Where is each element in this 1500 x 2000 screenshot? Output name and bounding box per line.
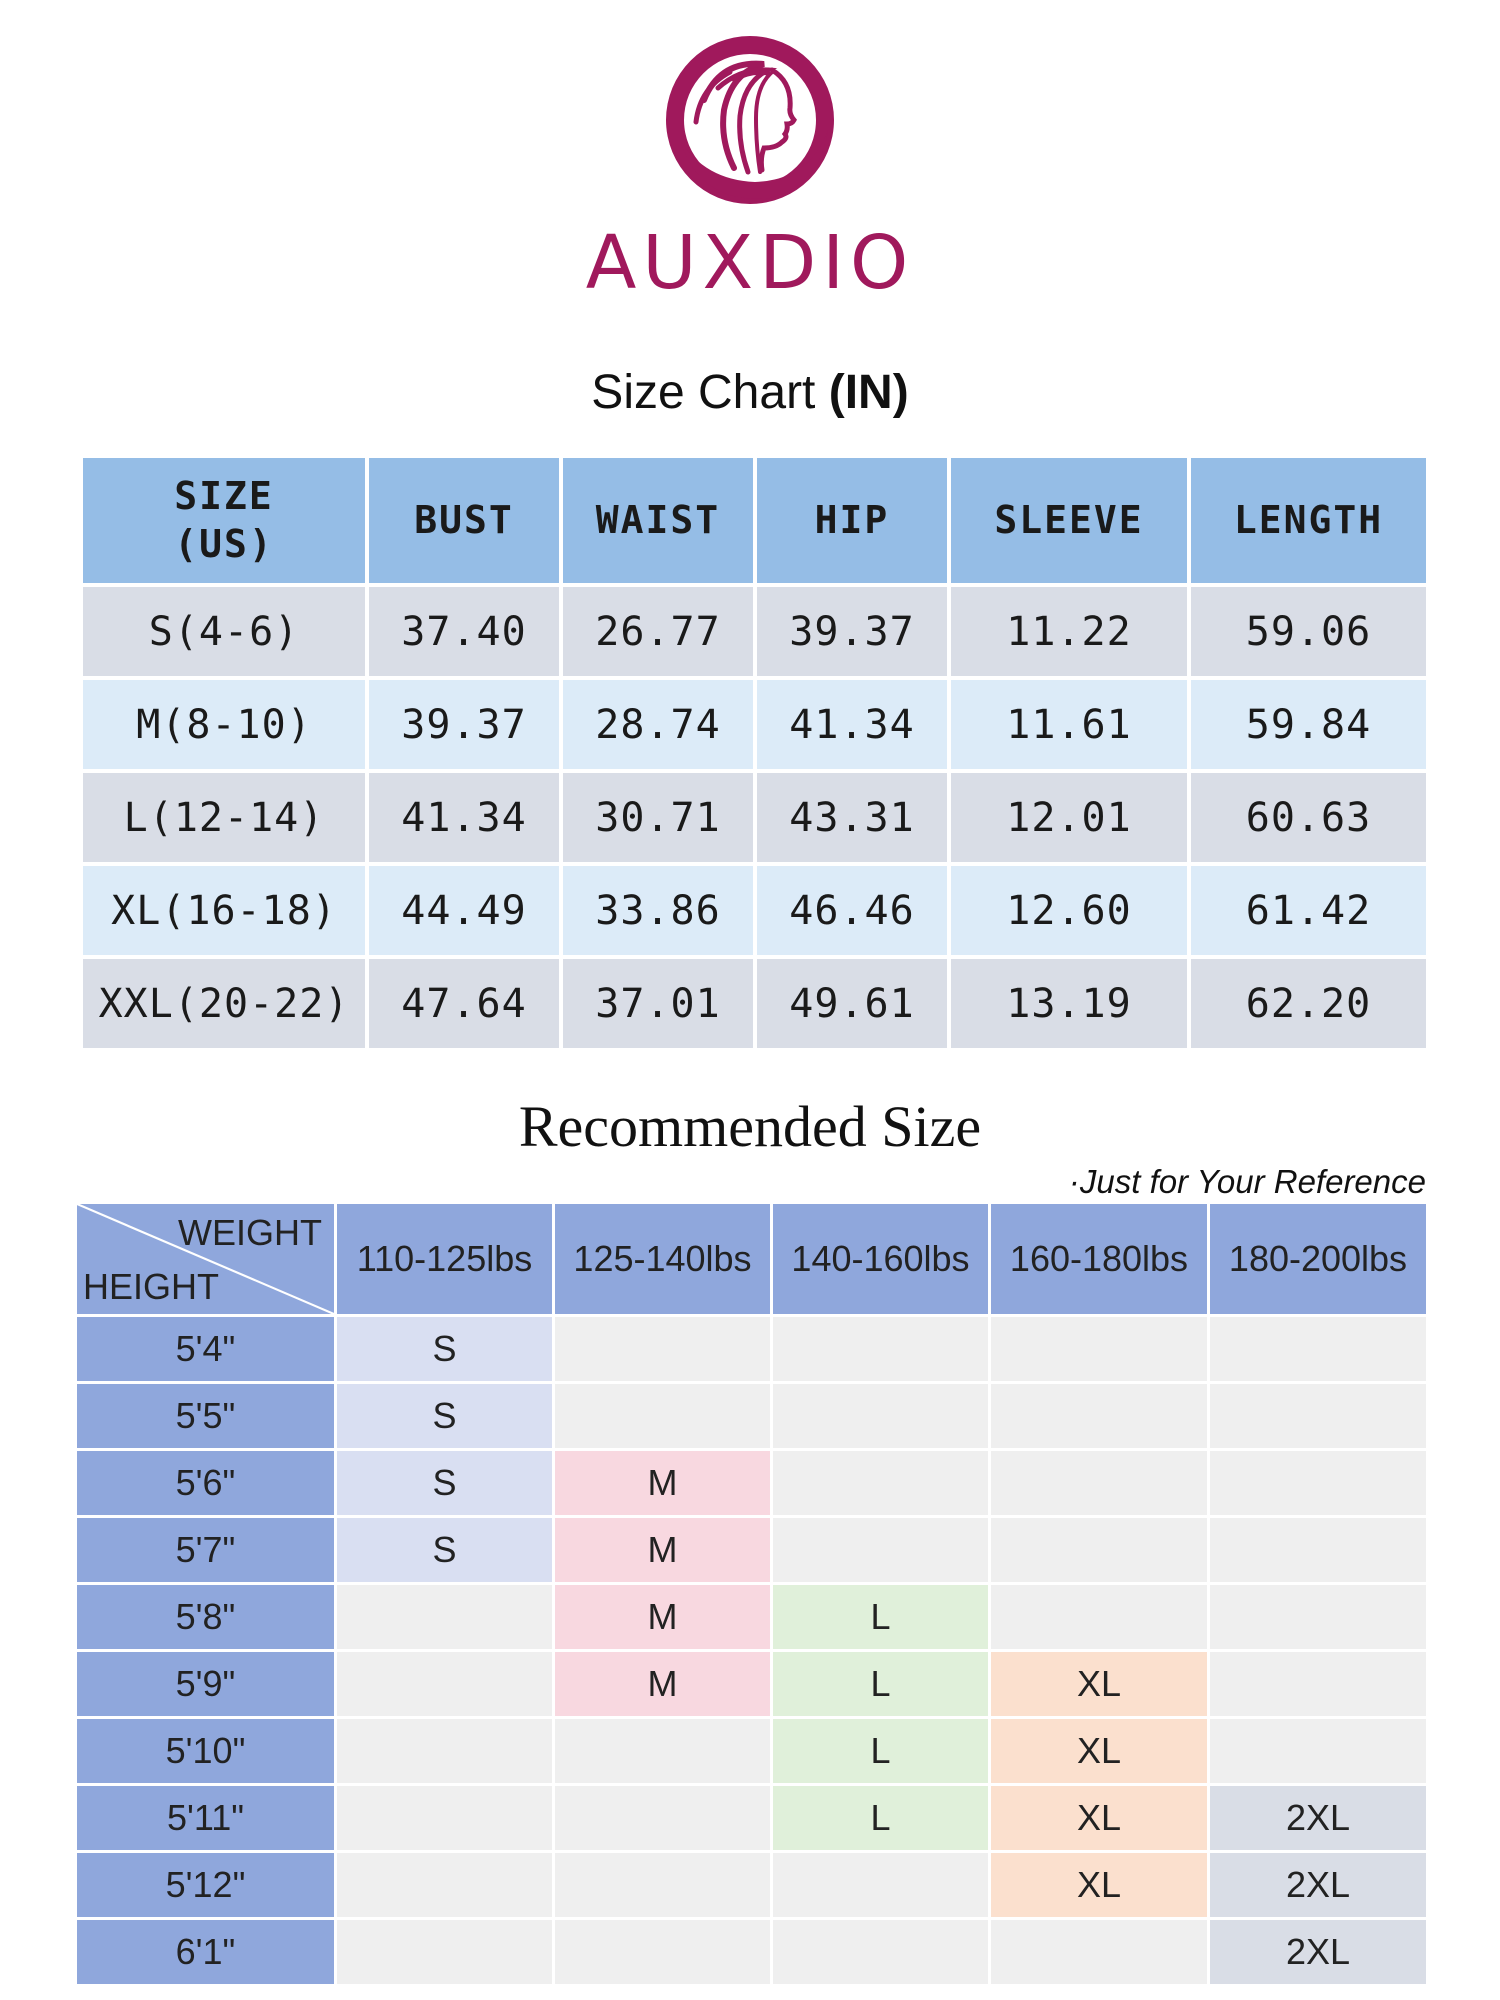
- header-size: [81, 456, 367, 585]
- size-cell: 2XL: [1209, 1919, 1428, 1986]
- table-row: [76, 1919, 1428, 1986]
- cell-length: 61.42: [1189, 864, 1428, 957]
- table-row: [81, 771, 1428, 864]
- table-row: [76, 1584, 1428, 1651]
- cell-length: 62.20: [1189, 957, 1428, 1050]
- size-cell: M: [554, 1584, 772, 1651]
- header-sleeve: SLEEVE: [949, 456, 1189, 585]
- header-bust: BUST: [367, 456, 561, 585]
- cell-size: L(12-14): [81, 771, 367, 864]
- size-cell: [990, 1517, 1209, 1584]
- cell-bust: 39.37: [367, 678, 561, 771]
- woman-profile-crescent-icon: [660, 30, 840, 210]
- size-cell: [554, 1718, 772, 1785]
- height-cell: 5'4": [76, 1316, 336, 1383]
- size-chart-unit: (IN): [828, 366, 909, 419]
- weight-header-row: [76, 1203, 1428, 1316]
- weight-header: 180-200lbs: [1209, 1203, 1428, 1316]
- size-cell: [1209, 1316, 1428, 1383]
- brand-header: [0, 30, 1500, 306]
- height-cell: 5'6": [76, 1450, 336, 1517]
- table-row: [81, 957, 1428, 1050]
- size-cell: M: [554, 1450, 772, 1517]
- height-cell: 5'8": [76, 1584, 336, 1651]
- cell-hip: 43.31: [755, 771, 949, 864]
- table-row: [76, 1316, 1428, 1383]
- size-cell: 2XL: [1209, 1852, 1428, 1919]
- height-cell: 6'1": [76, 1919, 336, 1986]
- cell-bust: 44.49: [367, 864, 561, 957]
- table-row: [76, 1450, 1428, 1517]
- cell-hip: 39.37: [755, 585, 949, 678]
- cell-sleeve: 13.19: [949, 957, 1189, 1050]
- cell-size: M(8-10): [81, 678, 367, 771]
- size-cell: [554, 1383, 772, 1450]
- size-cell: [336, 1852, 554, 1919]
- size-cell: [1209, 1517, 1428, 1584]
- size-cell: [336, 1919, 554, 1986]
- size-cell: M: [554, 1517, 772, 1584]
- cell-waist: 30.71: [561, 771, 755, 864]
- size-chart-title: [0, 365, 1500, 420]
- size-cell: S: [336, 1316, 554, 1383]
- size-cell: 2XL: [1209, 1785, 1428, 1852]
- size-cell: [336, 1718, 554, 1785]
- header-hip: HIP: [755, 456, 949, 585]
- height-cell: 5'12": [76, 1852, 336, 1919]
- recommended-size-title: Recommended Size: [518, 1094, 982, 1159]
- size-cell: [990, 1919, 1209, 1986]
- recommended-size-table: [74, 1201, 1429, 1987]
- cell-waist: 28.74: [561, 678, 755, 771]
- size-chart-table: [79, 454, 1430, 1052]
- size-cell: S: [336, 1450, 554, 1517]
- brand-name: AUXDIO: [585, 220, 915, 306]
- size-cell: XL: [990, 1852, 1209, 1919]
- table-row: [76, 1852, 1428, 1919]
- size-cell: [772, 1919, 990, 1986]
- size-chart-title-text: Size Chart: [591, 366, 829, 419]
- header-size-line2: (US): [174, 521, 274, 566]
- size-cell: [990, 1316, 1209, 1383]
- size-cell: [336, 1785, 554, 1852]
- size-cell: [1209, 1651, 1428, 1718]
- table-row: [76, 1718, 1428, 1785]
- cell-size: S(4-6): [81, 585, 367, 678]
- size-cell: [1209, 1718, 1428, 1785]
- table-row: [81, 864, 1428, 957]
- corner-header: [76, 1203, 336, 1316]
- size-cell: XL: [990, 1785, 1209, 1852]
- cell-length: 59.84: [1189, 678, 1428, 771]
- cell-sleeve: 11.61: [949, 678, 1189, 771]
- size-cell: L: [772, 1718, 990, 1785]
- table-row: [81, 678, 1428, 771]
- table-row: [76, 1785, 1428, 1852]
- size-cell: L: [772, 1651, 990, 1718]
- size-cell: [772, 1316, 990, 1383]
- reference-note: ·Just for Your Reference: [1068, 1163, 1426, 1200]
- size-cell: [554, 1852, 772, 1919]
- size-cell: S: [336, 1383, 554, 1450]
- size-cell: [990, 1450, 1209, 1517]
- size-cell: XL: [990, 1718, 1209, 1785]
- corner-height-label: HEIGHT: [83, 1266, 220, 1307]
- size-cell: [772, 1450, 990, 1517]
- size-cell: L: [772, 1584, 990, 1651]
- cell-hip: 49.61: [755, 957, 949, 1050]
- weight-header: 110-125lbs: [336, 1203, 554, 1316]
- header-size-line1: SIZE: [174, 474, 274, 518]
- height-cell: 5'7": [76, 1517, 336, 1584]
- size-cell: [336, 1651, 554, 1718]
- height-cell: 5'10": [76, 1718, 336, 1785]
- height-cell: 5'11": [76, 1785, 336, 1852]
- header-length: LENGTH: [1189, 456, 1428, 585]
- weight-header: 160-180lbs: [990, 1203, 1209, 1316]
- cell-sleeve: 11.22: [949, 585, 1189, 678]
- size-cell: [772, 1517, 990, 1584]
- size-cell: [990, 1584, 1209, 1651]
- height-cell: 5'9": [76, 1651, 336, 1718]
- weight-header: 125-140lbs: [554, 1203, 772, 1316]
- size-cell: [772, 1852, 990, 1919]
- cell-bust: 41.34: [367, 771, 561, 864]
- size-cell: M: [554, 1651, 772, 1718]
- table-row: [76, 1651, 1428, 1718]
- cell-hip: 46.46: [755, 864, 949, 957]
- cell-waist: 37.01: [561, 957, 755, 1050]
- cell-waist: 33.86: [561, 864, 755, 957]
- table-row: [76, 1383, 1428, 1450]
- size-cell: [554, 1785, 772, 1852]
- cell-size: XL(16-18): [81, 864, 367, 957]
- table-row: [76, 1517, 1428, 1584]
- size-cell: [990, 1383, 1209, 1450]
- table-row: [81, 585, 1428, 678]
- cell-length: 60.63: [1189, 771, 1428, 864]
- size-cell: [554, 1919, 772, 1986]
- size-cell: L: [772, 1785, 990, 1852]
- size-cell: [1209, 1450, 1428, 1517]
- size-cell: [336, 1584, 554, 1651]
- size-cell: S: [336, 1517, 554, 1584]
- cell-sleeve: 12.01: [949, 771, 1189, 864]
- cell-size: XXL(20-22): [81, 957, 367, 1050]
- weight-header: 140-160lbs: [772, 1203, 990, 1316]
- cell-bust: 37.40: [367, 585, 561, 678]
- cell-bust: 47.64: [367, 957, 561, 1050]
- cell-waist: 26.77: [561, 585, 755, 678]
- size-chart-header-row: [81, 456, 1428, 585]
- size-cell: [1209, 1383, 1428, 1450]
- height-cell: 5'5": [76, 1383, 336, 1450]
- size-cell: [1209, 1584, 1428, 1651]
- corner-weight-label: WEIGHT: [178, 1212, 322, 1253]
- size-cell: [554, 1316, 772, 1383]
- size-cell: [772, 1383, 990, 1450]
- cell-hip: 41.34: [755, 678, 949, 771]
- cell-length: 59.06: [1189, 585, 1428, 678]
- cell-sleeve: 12.60: [949, 864, 1189, 957]
- size-cell: XL: [990, 1651, 1209, 1718]
- header-waist: WAIST: [561, 456, 755, 585]
